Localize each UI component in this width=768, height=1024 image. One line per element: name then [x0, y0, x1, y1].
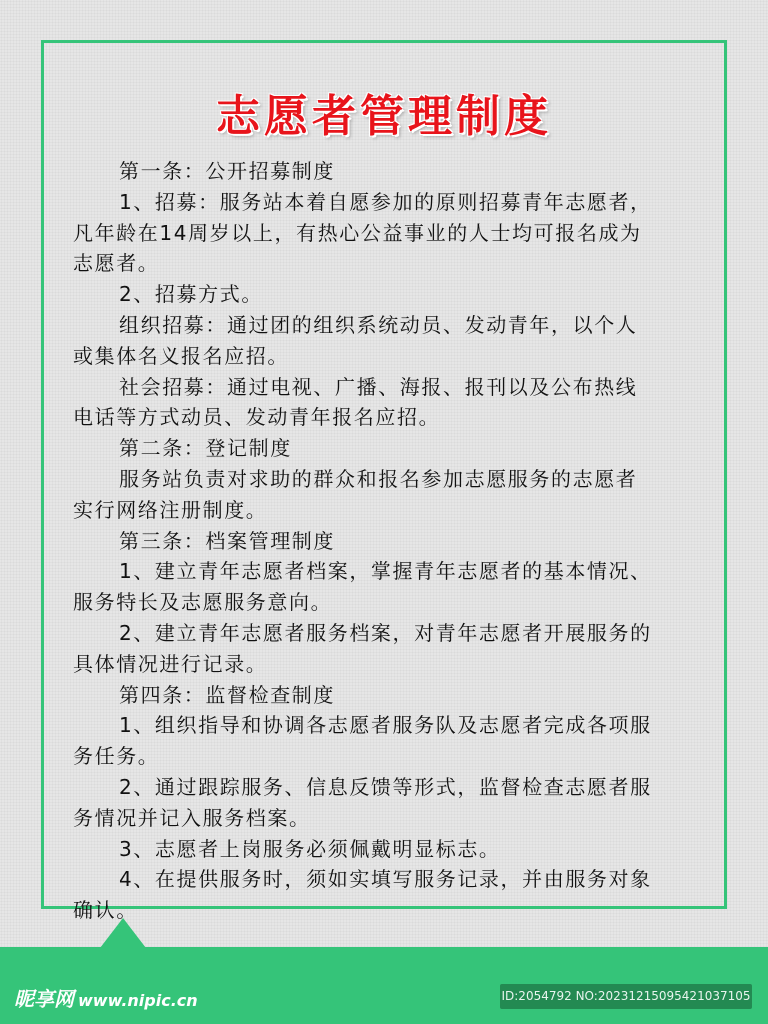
paragraph [73, 526, 703, 557]
text-line: 第三条：档案管理制度 [119, 528, 335, 553]
text-line: 务情况并记入服务档案。 [73, 805, 311, 830]
text-line: 2、建立青年志愿者服务档案，对青年志愿者开展服务的 [119, 620, 652, 645]
text-line: 1、建立青年志愿者档案，掌握青年志愿者的基本情况、 [119, 559, 652, 584]
paragraph [73, 864, 703, 926]
pointer-triangle [100, 918, 146, 948]
text-line: 或集体名义报名应招。 [73, 343, 289, 368]
text-line: 3、志愿者上岗服务必须佩戴明显标志。 [119, 836, 501, 861]
paragraph [73, 279, 703, 310]
logo-url: www.nipic.cn [78, 991, 198, 1010]
paragraph [73, 772, 703, 834]
text-line: 第二条：登记制度 [119, 436, 292, 461]
paragraph [73, 310, 703, 372]
paragraph [73, 680, 703, 711]
text-line: 实行网络注册制度。 [73, 497, 268, 522]
text-line: 服务特长及志愿服务意向。 [73, 590, 333, 615]
paragraph [73, 710, 703, 772]
text-line: 凡年龄在14周岁以上，有热心公益事业的人士均可报名成为 [73, 220, 642, 245]
paragraph [73, 834, 703, 865]
document-body [73, 156, 703, 926]
text-line: 第四条：监督检查制度 [119, 682, 335, 707]
text-line: 2、招募方式。 [119, 282, 263, 307]
image-id-badge: ID:2054792 NO:20231215095421037105 [500, 984, 752, 1009]
text-line: 社会招募：通过电视、广播、海报、报刊以及公布热线 [119, 374, 638, 399]
text-line: 务任务。 [73, 744, 160, 769]
text-line: 确认。 [73, 898, 138, 923]
paragraph [73, 464, 703, 526]
paragraph [73, 187, 703, 279]
text-line: 电话等方式动员、发动青年报名应招。 [73, 405, 441, 430]
paragraph [73, 618, 703, 680]
text-line: 第一条：公开招募制度 [119, 159, 335, 183]
watermark-logo [14, 983, 198, 1012]
paragraph [73, 156, 703, 187]
paragraph [73, 433, 703, 464]
text-line: 4、在提供服务时，须如实填写服务记录，并由服务对象 [119, 867, 652, 892]
paragraph [73, 556, 703, 618]
logo-text: 昵享网 [14, 987, 74, 1011]
paragraph [73, 372, 703, 434]
page-title: 志愿者管理制度 [216, 91, 552, 142]
text-line: 服务站负责对求助的群众和报名参加志愿服务的志愿者 [119, 466, 638, 491]
text-line: 1、组织指导和协调各志愿者服务队及志愿者完成各项服 [119, 713, 652, 738]
text-line: 志愿者。 [73, 251, 160, 276]
text-line: 2、通过跟踪服务、信息反馈等形式，监督检查志愿者服 [119, 774, 652, 799]
text-line: 组织招募：通过团的组织系统动员、发动青年，以个人 [119, 312, 638, 337]
text-line: 1、招募：服务站本着自愿参加的原则招募青年志愿者， [119, 189, 652, 214]
text-line: 具体情况进行记录。 [73, 651, 268, 676]
